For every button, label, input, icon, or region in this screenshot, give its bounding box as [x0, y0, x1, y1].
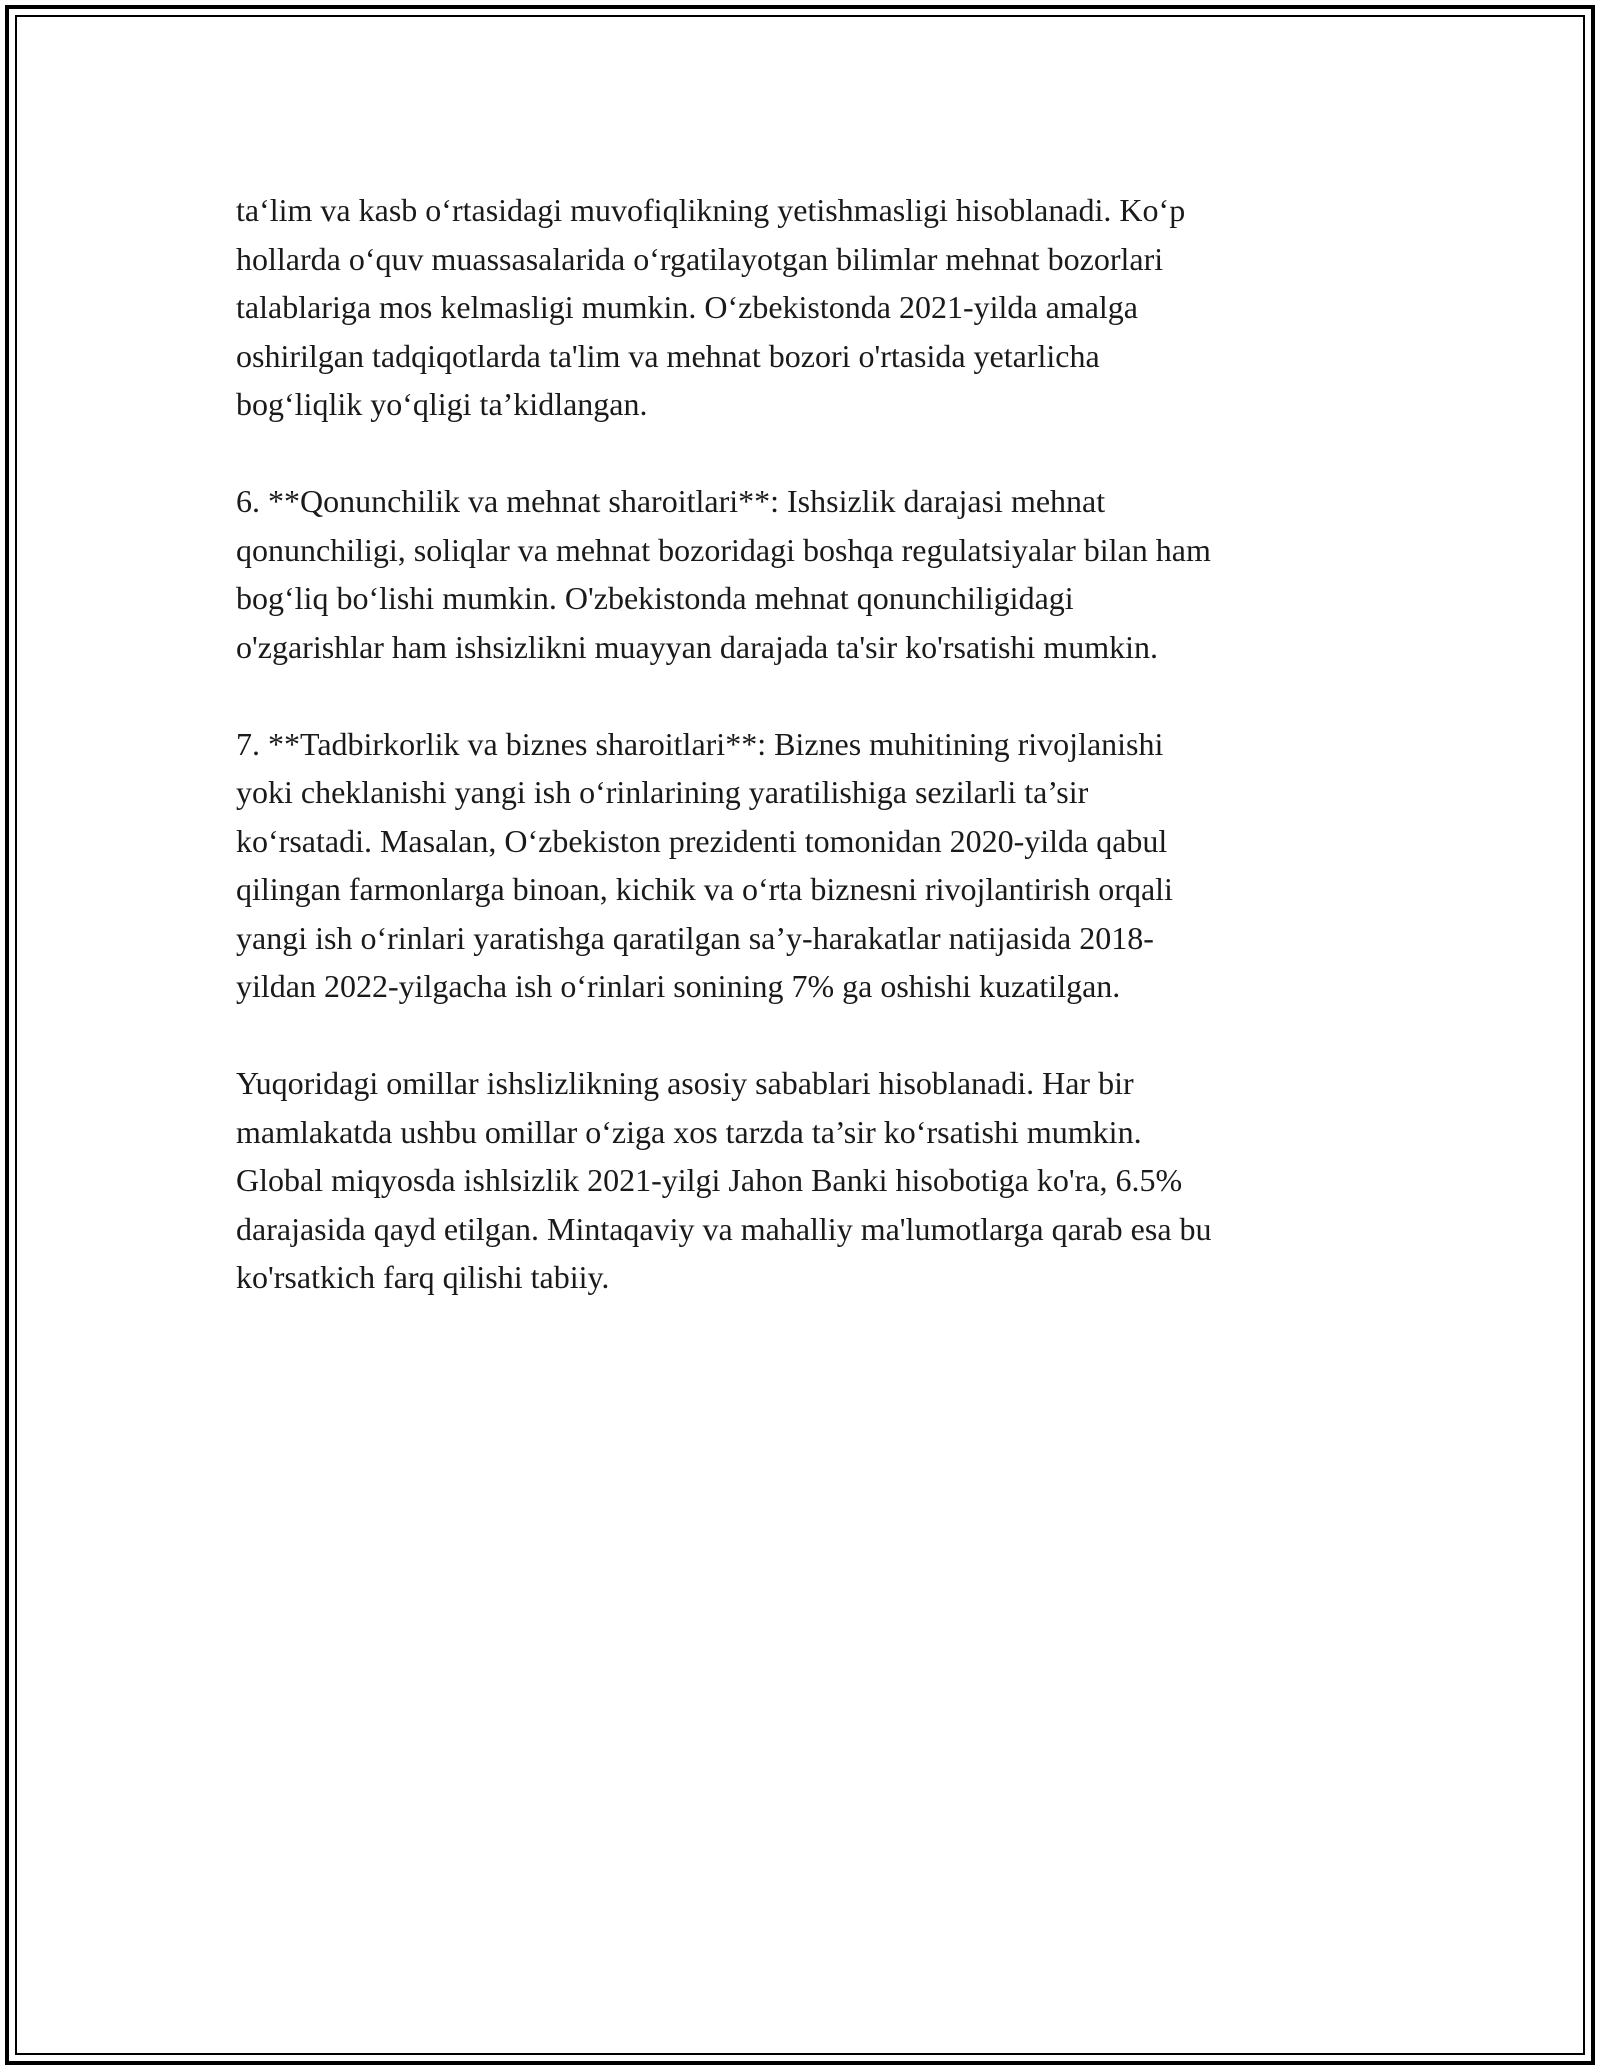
text-line: mamlakatda ushbu omillar o‘ziga xos tarzda ta’sir ko‘rsatishi mumkin.: [236, 1113, 1142, 1150]
text-line: darajasida qayd etilgan. Mintaqaviy va mahalliy ma'lumotlarga qarab esa bu: [236, 1210, 1212, 1247]
text-line: ko‘rsatadi. Masalan, O‘zbekiston prezidenti tomonidan 2020-yilda qabul: [236, 822, 1168, 859]
text-line: Yuqoridagi omillar ishslizlikning asosiy sabablari hisoblanadi. Har bir: [236, 1065, 1134, 1101]
text-line: oshirilgan tadqiqotlarda ta'lim va mehnat bozori o'rtasida yetarlicha: [236, 337, 1100, 374]
text-line: yoki cheklanishi yangi ish o‘rinlarining yaratilishiga sezilarli ta’sir: [236, 774, 1089, 810]
paragraph-legislation: [236, 477, 1386, 671]
text-line: hollarda o‘quv muassasalarida o‘rgatilayotgan bilimlar mehnat bozorlari: [236, 240, 1164, 277]
document-body: [236, 186, 1386, 1350]
text-line: qonunchiligi, soliqlar va mehnat bozoridagi boshqa regulatsiyalar bilan ham: [236, 531, 1211, 568]
text-line: 7. **Tadbirkorlik va biznes sharoitlari**: Biznes muhitining rivojlanishi: [236, 725, 1164, 762]
text-line: o'zgarishlar ham ishsizlikni muayyan darajada ta'sir ko'rsatishi mumkin.: [236, 628, 1158, 665]
text-line: bog‘liqlik yo‘qligi ta’kidlangan.: [236, 386, 648, 422]
text-line: bog‘liq bo‘lishi mumkin. O'zbekistonda mehnat qonunchiligidagi: [236, 580, 1074, 616]
text-line: talablariga mos kelmasligi mumkin. O‘zbekistonda 2021-yilda amalga: [236, 289, 1138, 325]
text-line: Global miqyosda ishlsizlik 2021-yilgi Jahon Banki hisobotiga ko'ra, 6.5%: [236, 1162, 1183, 1198]
text-line: qilingan farmonlarga binoan, kichik va o‘rta biznesni rivojlantirish orqali: [236, 871, 1173, 907]
text-line: yildan 2022-yilgacha ish o‘rinlari sonining 7% ga oshishi kuzatilgan.: [236, 968, 1121, 1004]
paragraph-business-conditions: [236, 720, 1386, 1011]
text-line: ko'rsatkich farq qilishi tabiiy.: [236, 1259, 610, 1295]
text-line: yangi ish o‘rinlari yaratishga qaratilgan sa’y-harakatlar natijasida 2018-: [236, 919, 1154, 956]
text-line: 6. **Qonunchilik va mehnat sharoitlari**: Ishsizlik darajasi mehnat: [236, 483, 1106, 519]
text-line: ta‘lim va kasb o‘rtasidagi muvofiqlikning yetishmasligi hisoblanadi. Ko‘p: [236, 192, 1186, 228]
paragraph-conclusion: [236, 1059, 1386, 1302]
paragraph-education-mismatch: [236, 186, 1386, 429]
